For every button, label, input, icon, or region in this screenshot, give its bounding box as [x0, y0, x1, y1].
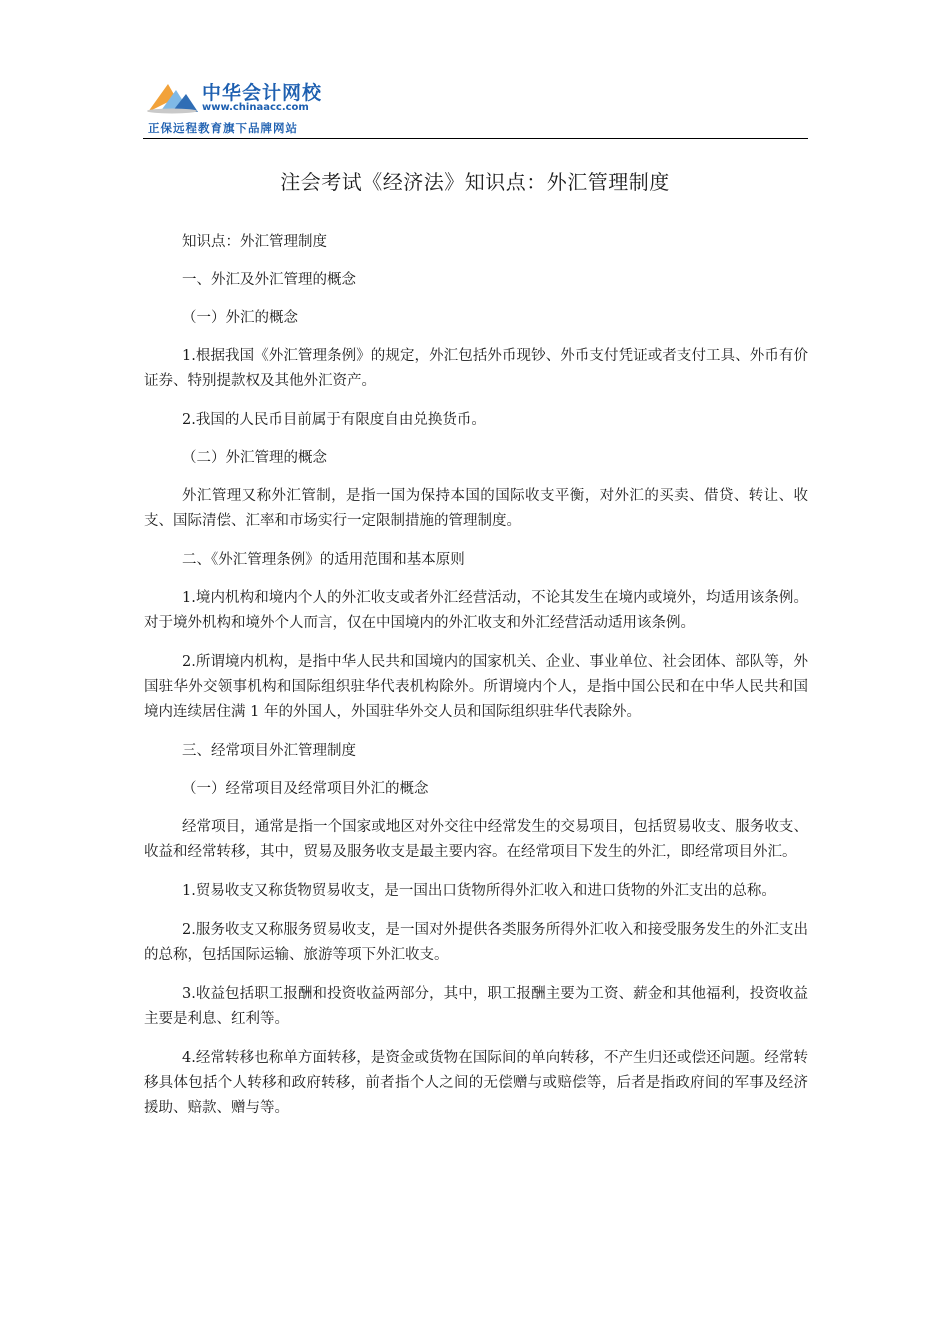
- paragraph: 1.根据我国《外汇管理条例》的规定，外汇包括外币现钞、外币支付凭证或者支付工具、外币有价证券、特别提款权及其他外汇资产。: [144, 348, 808, 389]
- paragraph: 4.经常转移也称单方面转移，是资金或货物在国际间的单向转移，不产生归还或偿还问题。经常转移具体包括个人转移和政府转移，前者指个人之间的无偿赠与或赔偿等，后者是指政府间的军事及经济援助、赔款、赠与等。: [144, 1050, 808, 1116]
- subsection-heading: （一）经常项目及经常项目外汇的概念: [182, 781, 429, 797]
- site-logo[interactable]: [146, 76, 346, 140]
- article-body: [144, 230, 808, 1135]
- paragraph: 经常项目，通常是指一个国家或地区对外交往中经常发生的交易项目，包括贸易收支、服务收支、收益和经常转移，其中，贸易及服务收支是最主要内容。在经常项目下发生的外汇，即经常项目外汇。: [144, 819, 808, 860]
- logo-name: 中华会计网校: [202, 82, 323, 104]
- paragraph: 3.收益包括职工报酬和投资收益两部分，其中，职工报酬主要为工资、薪金和其他福利，投资收益主要是利息、红利等。: [144, 986, 808, 1027]
- logo-url: www.chinaacc.com: [202, 102, 309, 113]
- paragraph-topic: 知识点：外汇管理制度: [182, 234, 327, 250]
- paragraph: 2.所谓境内机构，是指中华人民共和国境内的国家机关、企业、事业单位、社会团体、部队等，外国驻华外交领事机构和国际组织驻华代表机构除外。所谓境内个人，是指中国公民和在中华人民共和国境内连续居住满 1 年的外国人，外国驻华外交人员和国际组织驻华代表除外。: [144, 654, 808, 720]
- paragraph: 1.境内机构和境内个人的外汇收支或者外汇经营活动，不论其发生在境内或境外，均适用该条例。对于境外机构和境外个人而言，仅在中国境内的外汇收支和外汇经营活动适用该条例。: [144, 590, 808, 631]
- paragraph: 外汇管理又称外汇管制，是指一国为保持本国的国际收支平衡，对外汇的买卖、借贷、转让、收支、国际清偿、汇率和市场实行一定限制措施的管理制度。: [144, 488, 808, 529]
- section-heading: 三、经常项目外汇管理制度: [182, 743, 356, 759]
- paragraph: 1.贸易收支又称货物贸易收支，是一国出口货物所得外汇收入和进口货物的外汇支出的总称。: [182, 883, 776, 899]
- paragraph: 2.服务收支又称服务贸易收支，是一国对外提供各类服务所得外汇收入和接受服务发生的外汇支出的总称，包括国际运输、旅游等项下外汇收支。: [144, 922, 808, 963]
- subsection-heading: （二）外汇管理的概念: [182, 450, 327, 466]
- section-heading: 二、《外汇管理条例》的适用范围和基本原则: [182, 552, 465, 568]
- logo-slogan: 正保远程教育旗下品牌网站: [148, 121, 298, 135]
- header-divider: [143, 138, 808, 139]
- section-heading: 一、外汇及外汇管理的概念: [182, 272, 356, 288]
- subsection-heading: （一）外汇的概念: [182, 310, 298, 326]
- page-title: 注会考试《经济法》知识点：外汇管理制度: [280, 170, 670, 194]
- logo-mark-icon: [146, 78, 198, 114]
- paragraph: 2.我国的人民币目前属于有限度自由兑换货币。: [182, 412, 486, 428]
